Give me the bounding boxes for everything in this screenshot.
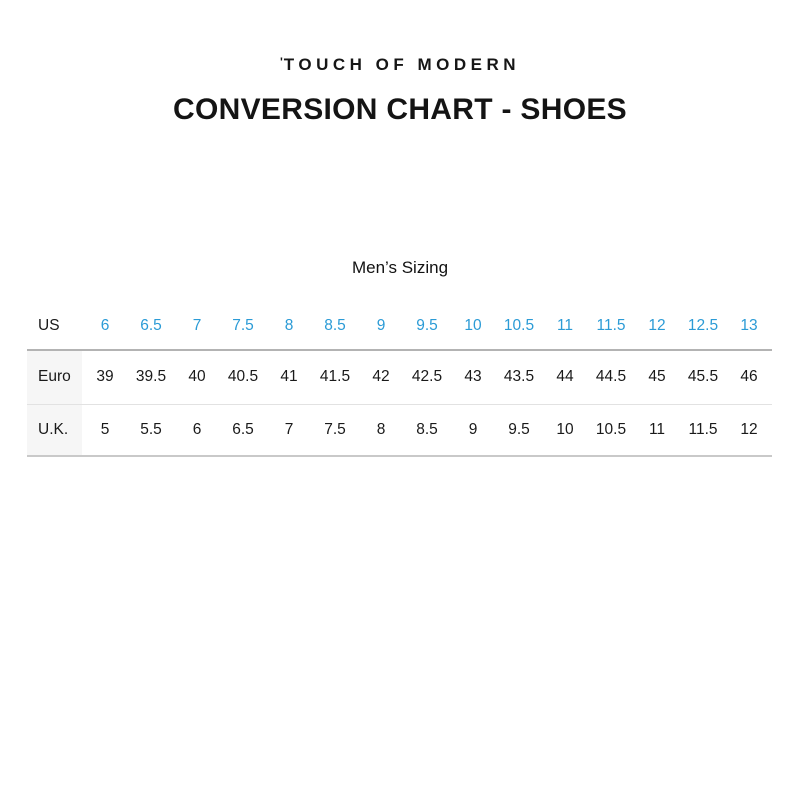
size-value-cell: 8: [358, 404, 404, 456]
size-value-cell: 45.5: [680, 350, 726, 404]
size-value-cell: 6.5: [128, 302, 174, 350]
brand-logo: [0, 56, 800, 75]
size-value-cell: 9: [450, 404, 496, 456]
size-value-cell: 40.5: [220, 350, 266, 404]
size-value-cell: 11: [542, 302, 588, 350]
size-value-cell: 12: [634, 302, 680, 350]
size-value-cell: 10: [542, 404, 588, 456]
size-value-cell: 8.5: [312, 302, 358, 350]
size-value-cell: 41.5: [312, 350, 358, 404]
size-value-cell: 11.5: [588, 302, 634, 350]
size-value-cell: 11: [634, 404, 680, 456]
size-value-cell: 46: [726, 350, 772, 404]
size-value-cell: 13: [726, 302, 772, 350]
size-value-cell: 42.5: [404, 350, 450, 404]
size-value-cell: 40: [174, 350, 220, 404]
size-value-cell: 12.5: [680, 302, 726, 350]
size-value-cell: 11.5: [680, 404, 726, 456]
size-value-cell: 10: [450, 302, 496, 350]
size-value-cell: 6: [174, 404, 220, 456]
table-row: [27, 350, 772, 404]
size-value-cell: 39.5: [128, 350, 174, 404]
size-value-cell: 10.5: [588, 404, 634, 456]
size-value-cell: 7.5: [220, 302, 266, 350]
size-value-cell: 43.5: [496, 350, 542, 404]
table-row: [27, 404, 772, 456]
size-value-cell: 9.5: [404, 302, 450, 350]
size-value-cell: 7.5: [312, 404, 358, 456]
size-value-cell: 6.5: [220, 404, 266, 456]
size-value-cell: 39: [82, 350, 128, 404]
size-value-cell: 5: [82, 404, 128, 456]
size-value-cell: 9.5: [496, 404, 542, 456]
size-conversion-table: [27, 302, 772, 457]
row-label-cell: Euro: [27, 350, 82, 404]
row-label-cell: US: [27, 302, 82, 350]
logo-tick-mark: ': [279, 55, 283, 69]
page-title: CONVERSION CHART - SHOES: [173, 93, 627, 126]
brand-logo-text: TOUCH OF MODERN: [283, 55, 521, 74]
size-value-cell: 42: [358, 350, 404, 404]
row-label-cell: U.K.: [27, 404, 82, 456]
section-label-mens-sizing: Men’s Sizing: [351, 258, 449, 277]
size-value-cell: 41: [266, 350, 312, 404]
size-value-cell: 9: [358, 302, 404, 350]
size-value-cell: 44: [542, 350, 588, 404]
size-value-cell: 5.5: [128, 404, 174, 456]
size-value-cell: 44.5: [588, 350, 634, 404]
size-value-cell: 6: [82, 302, 128, 350]
size-table-body: [27, 302, 772, 456]
size-value-cell: 8.5: [404, 404, 450, 456]
size-value-cell: 8: [266, 302, 312, 350]
size-value-cell: 12: [726, 404, 772, 456]
table-row: [27, 302, 772, 350]
size-value-cell: 7: [266, 404, 312, 456]
size-value-cell: 43: [450, 350, 496, 404]
size-value-cell: 10.5: [496, 302, 542, 350]
size-value-cell: 7: [174, 302, 220, 350]
size-value-cell: 45: [634, 350, 680, 404]
